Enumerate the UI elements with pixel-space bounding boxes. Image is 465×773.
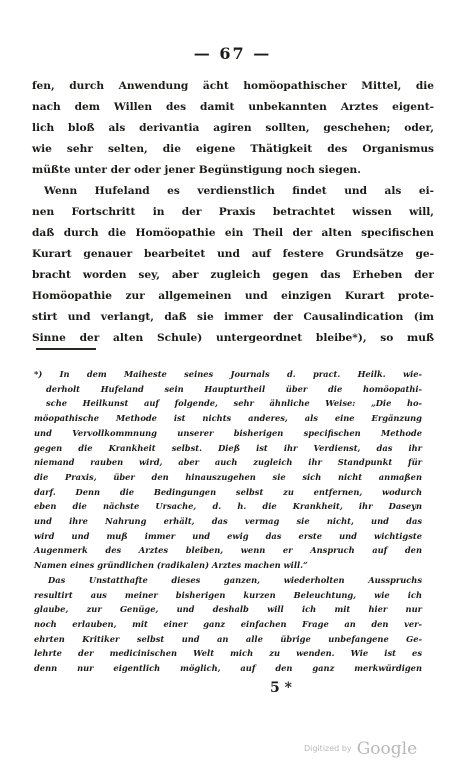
watermark-prefix: Digitized by bbox=[304, 744, 352, 753]
footnote-line: gegen die Krankheit selbst. Dieß ist ihr Verdienst, das ihr bbox=[34, 442, 422, 453]
footnote-line: sche Heilkunst auf folgende, sehr ähnliche Weise: „Die ho- bbox=[46, 398, 422, 409]
body-line: müßte unter der oder jener Begünstigung noch siegen. bbox=[32, 164, 361, 176]
footnote-line: wird und muß immer und ewig das erste und wichtigste bbox=[34, 530, 422, 541]
footnote-line: Namen eines gründlichen (radikalen) Arztes machen will.“ bbox=[34, 560, 308, 571]
body-line: Sinne der alten Schule) untergeordnet bleibe*), so muß bbox=[32, 332, 434, 344]
footnote-line: niemand rauben wird, aber auch zugleich ihr Standpunkt für bbox=[34, 457, 422, 468]
body-line: Wenn Hufeland es verdienstlich findet und als ei- bbox=[44, 185, 434, 197]
body-line: stirt und verlangt, daß sie immer der Causalindication (im bbox=[32, 311, 434, 323]
body-line: bracht worden sey, aber zugleich gegen das Erheben der bbox=[32, 269, 434, 281]
page-number: — 67 — bbox=[193, 44, 272, 63]
footnote-rule bbox=[36, 348, 96, 350]
footnote-line: darf. Denn die Bedingungen selbst zu entfernen, wodurch bbox=[34, 486, 422, 497]
footnote-line: Das Unstatthafte dieses ganzen, wiederholten Ausspruchs bbox=[48, 574, 422, 585]
body-line: wie sehr selten, die eigene Thätigkeit des Organismus bbox=[32, 143, 434, 155]
digitized-watermark bbox=[304, 739, 464, 761]
body-line: nen Fortschritt in der Praxis betrachtet wissen will, bbox=[32, 206, 434, 218]
footnote-line: denn nur eigentlich möglich, auf den ganz merkwürdigen bbox=[34, 663, 422, 673]
footnote-line: glaube, zur Genüge, und deshalb will ich mit hier nur bbox=[34, 604, 422, 615]
body-line: Homöopathie zur allgemeinen und einzigen Kurart prote- bbox=[32, 290, 434, 302]
footnote-line: und Vervollkommnung unserer bisherigen specifischen Methode bbox=[34, 427, 422, 438]
body-line: daß durch die Homöopathie ein Theil der alten specifischen bbox=[32, 227, 434, 239]
footnote-line: lehrte der medicinischen Welt mich zu wenden. Wie ist es bbox=[34, 648, 422, 659]
footnote-line: *) In dem Maiheste seines Journals d. pract. Heilk. wie- bbox=[34, 369, 422, 379]
footnote-line: ehrten Kritiker selbst und an alle übrige unbefangene Ge- bbox=[34, 633, 422, 644]
footnote-line: möopathische Methode ist nichts anderes, als eine Ergänzung bbox=[34, 413, 422, 424]
footnote-line: eben die nächste Ursache, d. h. die Krankheit, ihr Daseyn bbox=[34, 501, 422, 512]
body-line: fen, durch Anwendung ächt homöopathischer Mittel, die bbox=[32, 80, 434, 92]
signature-mark: 5 * bbox=[270, 680, 292, 696]
google-logo: Google bbox=[356, 739, 418, 759]
footnote-line: derholt Hufeland sein Haupturtheil über die homöopathi- bbox=[46, 383, 422, 394]
footnote-line: und ihre Nahrung erhält, das vermag sie nicht, und das bbox=[34, 516, 422, 526]
body-line: Kurart genauer bearbeitet und auf festere Grundsätze ge- bbox=[32, 248, 434, 260]
body-line: nach dem Willen des damit unbekannten Arztes eigent- bbox=[32, 101, 434, 113]
footnote-line: Augenmerk des Arztes bleiben, wenn er Anspruch auf den bbox=[34, 545, 422, 556]
body-line: lich bloß als derivantia agiren sollten, geschehen; oder, bbox=[32, 122, 434, 134]
footnote-line: noch erlauben, mit einer ganz einfachen Frage an den ver- bbox=[34, 618, 422, 629]
footnote-line: die Praxis, über den hinauszugehen sie sich nicht anmaßen bbox=[34, 471, 422, 482]
footnote-line: resultirt aus meiner bisherigen kurzen Beleuchtung, wie ich bbox=[34, 589, 422, 600]
